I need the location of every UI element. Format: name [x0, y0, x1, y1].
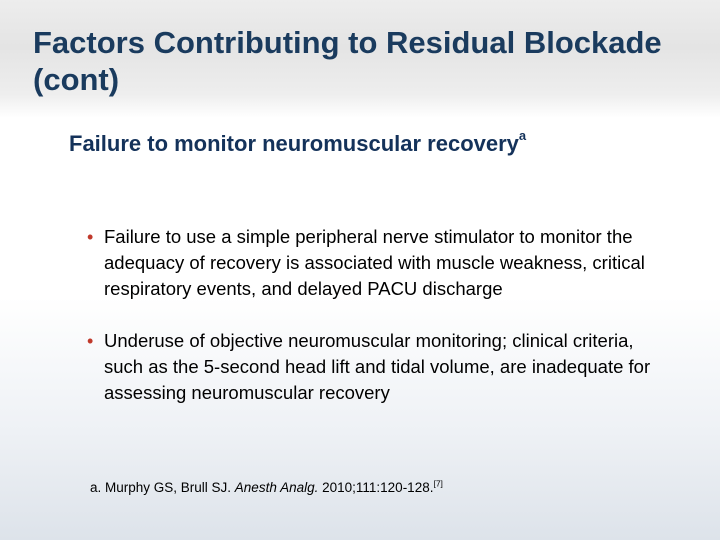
- bullet-icon: •: [87, 331, 94, 351]
- bullet-text: Failure to use a simple peripheral nerve stimulator to monitor the adequacy of recovery is associated with muscle weakness, critical respiratory events, and delayed PACU discharge: [104, 226, 645, 299]
- bullet-item: [87, 328, 667, 406]
- bullet-icon: •: [87, 227, 94, 247]
- section-heading-text: Failure to monitor neuromuscular recovery: [69, 131, 519, 156]
- bullet-list: [87, 224, 667, 406]
- footnote-reference: [7]: [433, 478, 443, 489]
- footnote-journal: Anesth Analg.: [234, 480, 319, 495]
- slide-title: Factors Contributing to Residual Blockade (cont): [33, 25, 662, 97]
- bullet-text: Underuse of objective neuromuscular monitoring; clinical criteria, such as the 5-second head lift and tidal volume, are inadequate for assessing neuromuscular recovery: [104, 330, 651, 403]
- bullet-item: [87, 224, 667, 302]
- footnote: [90, 479, 650, 497]
- footnote-marker: a: [518, 127, 527, 143]
- footnote-authors: a. Murphy GS, Brull SJ.: [90, 480, 235, 495]
- footnote-citation: 2010;111:120-128.: [318, 480, 434, 495]
- section-heading: [69, 128, 669, 159]
